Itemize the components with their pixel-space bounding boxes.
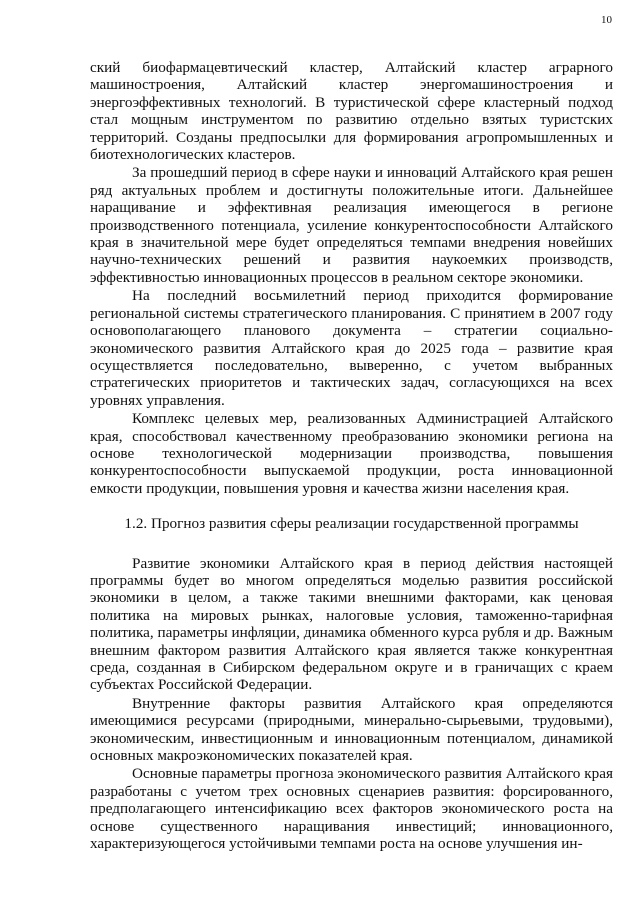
section-title: 1.2. Прогноз развития сферы реализации государственной программы [124, 515, 579, 533]
paragraph-external-factors: Развитие экономики Алтайского края в период действия настоящей программы будет во многом определяться моделью развития российской экономики в целом, а также такими внешними факторами, как ценовая политика на мировых рынках, налоговые условия, таможенно-тарифная политика, параметры инфляции, динамика обменного курса рубля и др. Важным внешним фактором развития Алтайского края является также конкурентная среда, созданная в Сибирском федеральном округе и в граничащих с краем субъектах Российской Федерации. [90, 554, 613, 694]
document-body [90, 59, 613, 852]
page-number: 10 [601, 14, 612, 26]
paragraph-forecast-scenarios: Основные параметры прогноза экономического развития Алтайского края разработаны с учетом трех основных сценариев развития: форсированного, предполагающего интенсификацию всех факторов экономического роста на основе существенного наращивания инвестиций; инновационного, характеризующегося устойчивыми темпами роста на основе улучшения ин- [90, 765, 613, 853]
paragraph-cluster-types: ский биофармацевтический кластер, Алтайский кластер аграрного машиностроения, Алтайский кластер энергомашиностроения и энергоэффективных технологий. В туристической сфере кластерный подход стал мощным инструментом по развитию отдельно взятых туристских территорий. Созданы предпосылки для формирования агропромышленных и биотехнологических кластеров. [90, 59, 613, 164]
paragraph-target-measures: Комплекс целевых мер, реализованных Администрацией Алтайского края, способствовал качественному преобразованию экономики региона на основе технологической модернизации производства, повышения конкурентоспособности выпускаемой продукции, роста инновационной емкости продукции, повышения уровня и качества жизни населения края. [90, 410, 613, 497]
paragraph-science-innovation: За прошедший период в сфере науки и инноваций Алтайского края решен ряд актуальных проблем и достигнуты положительные итоги. Дальнейшее наращивание и эффективная реализация имеющегося в регионе производственного потенциала, усиление конкурентоспособности Алтайского края в значительной мере будет определяться темпами внедрения новейших научно-технических решений и развития наукоемких производств, эффективностью инновационных процессов в реальном секторе экономики. [90, 164, 613, 286]
paragraph-strategic-planning: На последний восьмилетний период приходится формирование региональной системы стратегического планирования. С принятием в 2007 году основополагающего планового документа – стратегии социально-экономического развития Алтайского края до 2025 года – развитие края осуществляется последовательно, выверенно, с учетом выбранных стратегических приоритетов и тактических задач, согласующихся на всех уровнях управления. [90, 287, 613, 409]
paragraph-internal-factors: Внутренние факторы развития Алтайского края определяются имеющимися ресурсами (природными, минерально-сырьевыми, трудовыми), экономическим, инвестиционным и инновационным потенциалом, динамикой основных макроэкономических показателей края. [90, 694, 613, 765]
